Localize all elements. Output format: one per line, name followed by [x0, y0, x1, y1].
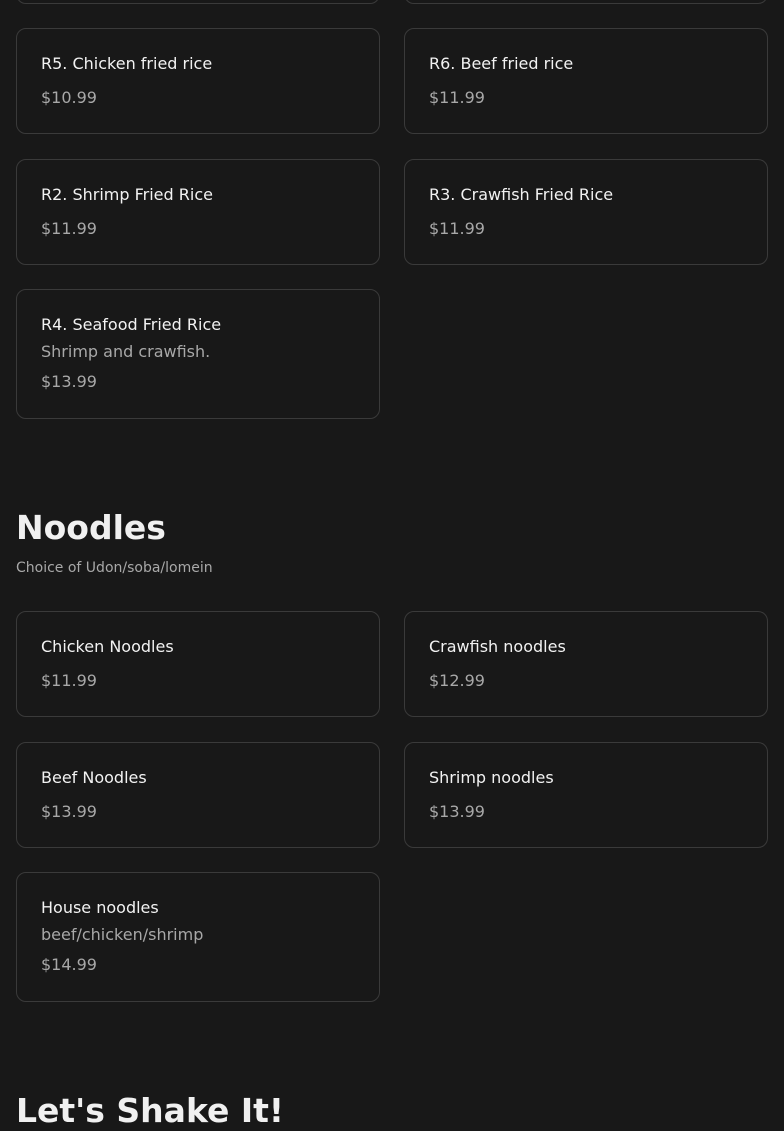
menu-item-card[interactable]: [404, 0, 768, 4]
item-price: $11.99: [41, 219, 97, 238]
item-price: $12.99: [429, 671, 485, 690]
item-price: $13.99: [41, 372, 97, 391]
section-title-shake: Let's Shake It!: [16, 1091, 284, 1130]
menu-item-card[interactable]: [16, 872, 380, 1002]
section-title-noodles: Noodles: [16, 508, 166, 547]
item-price: $10.99: [41, 88, 97, 107]
item-name: R4. Seafood Fried Rice: [41, 315, 222, 334]
item-name: R2. Shrimp Fried Rice: [41, 185, 213, 204]
item-description: Shrimp and crawfish.: [41, 342, 211, 361]
section-subtitle-noodles: Choice of Udon/soba/lomein: [16, 560, 213, 576]
item-name: Chicken Noodles: [41, 637, 174, 656]
item-description: beef/chicken/shrimp: [41, 925, 204, 944]
menu-item-card[interactable]: [404, 611, 768, 717]
item-name: Beef Noodles: [41, 768, 147, 787]
menu-item-card[interactable]: [16, 0, 380, 4]
item-name: R5. Chicken fried rice: [41, 54, 213, 73]
item-name: Shrimp noodles: [429, 768, 554, 787]
item-name: R3. Crawfish Fried Rice: [429, 185, 614, 204]
item-name: House noodles: [41, 898, 159, 917]
menu-item-card[interactable]: [16, 611, 380, 717]
menu-item-card[interactable]: [16, 159, 380, 265]
item-name: Crawfish noodles: [429, 637, 566, 656]
item-price: $11.99: [429, 88, 485, 107]
menu-item-card[interactable]: [404, 742, 768, 848]
item-price: $14.99: [41, 955, 97, 974]
menu-item-card[interactable]: [16, 28, 380, 134]
item-price: $11.99: [429, 219, 485, 238]
item-price: $13.99: [41, 802, 97, 821]
item-name: R6. Beef fried rice: [429, 54, 574, 73]
menu-item-card[interactable]: [404, 28, 768, 134]
item-price: $13.99: [429, 802, 485, 821]
item-price: $11.99: [41, 671, 97, 690]
menu-item-card[interactable]: [16, 289, 380, 419]
menu-item-card[interactable]: [404, 159, 768, 265]
menu-item-card[interactable]: [16, 742, 380, 848]
